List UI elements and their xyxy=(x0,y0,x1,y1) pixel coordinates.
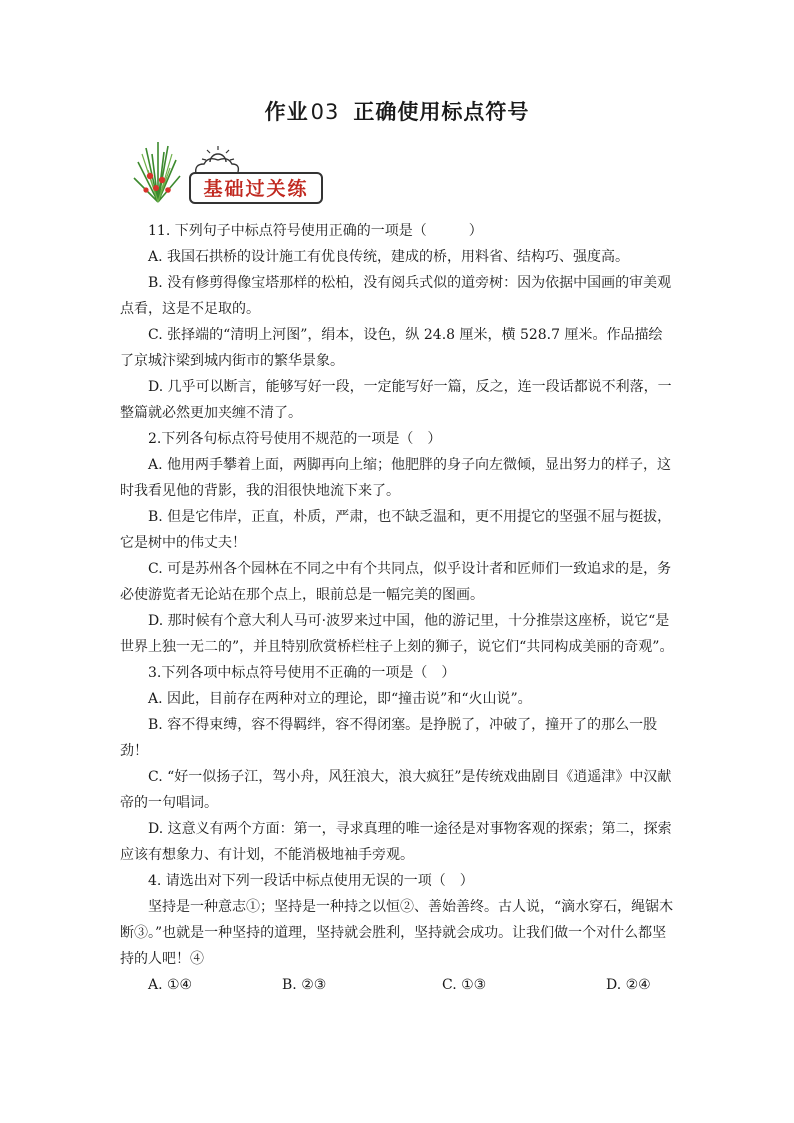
question-4-choice-c: C. ①③ xyxy=(442,977,487,993)
question-4-choice-d: D. ②④ xyxy=(606,977,651,993)
badge-label: 基础过关练 xyxy=(203,178,309,200)
question-3-option-c: C. “好一似扬子江，驾小舟，风狂浪大，浪大疯狂”是传统戏曲剧目《逍遥津》中汉献帝的一句唱词。 xyxy=(120,769,672,811)
question-2-option-a: A. 他用两手攀着上面，两脚再向上缩；他肥胖的身子向左微倾，显出努力的样子，这时我看见他的背影，我的泪很快地流下来了。 xyxy=(120,457,672,499)
question-4-choices xyxy=(120,972,676,998)
question-4-choice-b: B. ②③ xyxy=(282,977,327,993)
question-1-option-d: D. 几乎可以断言，能够写好一段，一定能写好一篇，反之，连一段话都说不利落，一整篇就必然更加夹缠不清了。 xyxy=(120,379,672,421)
question-4-passage: 坚持是一种意志①；坚持是一种持之以恒②、善始善终。古人说，“滴水穿石，绳锯木断③。”也就是一种坚持的道理，坚持就会胜利，坚持就会成功。让我们做一个对什么都坚持的人吧！④ xyxy=(120,899,674,967)
title-subtitle: 正确使用标点符号 xyxy=(353,100,530,124)
question-list xyxy=(120,218,676,998)
question-2-option-b: B. 但是它伟岸，正直，朴质，严肃，也不缺乏温和，更不用提它的坚强不屈与挺拔，它是树中的伟丈夫！ xyxy=(120,509,672,551)
question-3-option-a: A. 因此，目前存在两种对立的理论，即“撞击说”和“火山说”。 xyxy=(148,691,532,707)
question-4-stem: 4. 请选出对下列一段话中标点使用无误的一项（ ） xyxy=(148,873,474,889)
page-title xyxy=(0,96,794,126)
question-3-option-d: D. 这意义有两个方面：第一，寻求真理的唯一途径是对事物客观的探索；第二，探索应该有想象力、有计划，不能消极地袖手旁观。 xyxy=(120,821,672,863)
question-1-option-b: B. 没有修剪得像宝塔那样的松柏，没有阅兵式似的道旁树：因为依据中国画的审美观点看，这是不足取的。 xyxy=(120,275,672,317)
title-number: 03 xyxy=(310,100,340,124)
question-1-option-a: A. 我国石拱桥的设计施工有优良传统，建成的桥，用料省、结构巧、强度高。 xyxy=(148,249,630,265)
question-2-option-c: C. 可是苏州各个园林在不同之中有个共同点，似乎设计者和匠师们一致追求的是，务必使游览者无论站在那个点上，眼前总是一幅完美的图画。 xyxy=(120,561,672,603)
title-main: 作业 xyxy=(264,100,309,124)
sun-cloud-icon xyxy=(196,146,239,174)
plant-icon xyxy=(134,142,180,202)
question-3-option-b: B. 容不得束缚，容不得羁绊，容不得闭塞。是挣脱了，冲破了，撞开了的那么一股劲！ xyxy=(120,717,658,759)
question-2-option-d: D. 那时候有个意大利人马可·波罗来过中国，他的游记里，十分推崇这座桥，说它“是世界上独一无二的”，并且特别欣赏桥栏柱子上刻的狮子，说它们“共同构成美丽的奇观”。 xyxy=(120,613,674,655)
question-2-stem: 2.下列各句标点符号使用不规范的一项是（ ） xyxy=(148,431,442,447)
section-badge xyxy=(128,140,328,210)
question-1-option-c: C. 张择端的“清明上河图”，绢本，设色，纵 24.8 厘米，横 528.7 厘米。作品描绘了京城汴梁到城内街市的繁华景象。 xyxy=(120,327,663,369)
question-3-stem: 3.下列各项中标点符号使用不正确的一项是（ ） xyxy=(148,665,456,681)
question-1-stem: 11. 下列句子中标点符号使用正确的一项是（ ） xyxy=(148,223,483,239)
question-4-choice-a: A. ①④ xyxy=(148,977,193,993)
